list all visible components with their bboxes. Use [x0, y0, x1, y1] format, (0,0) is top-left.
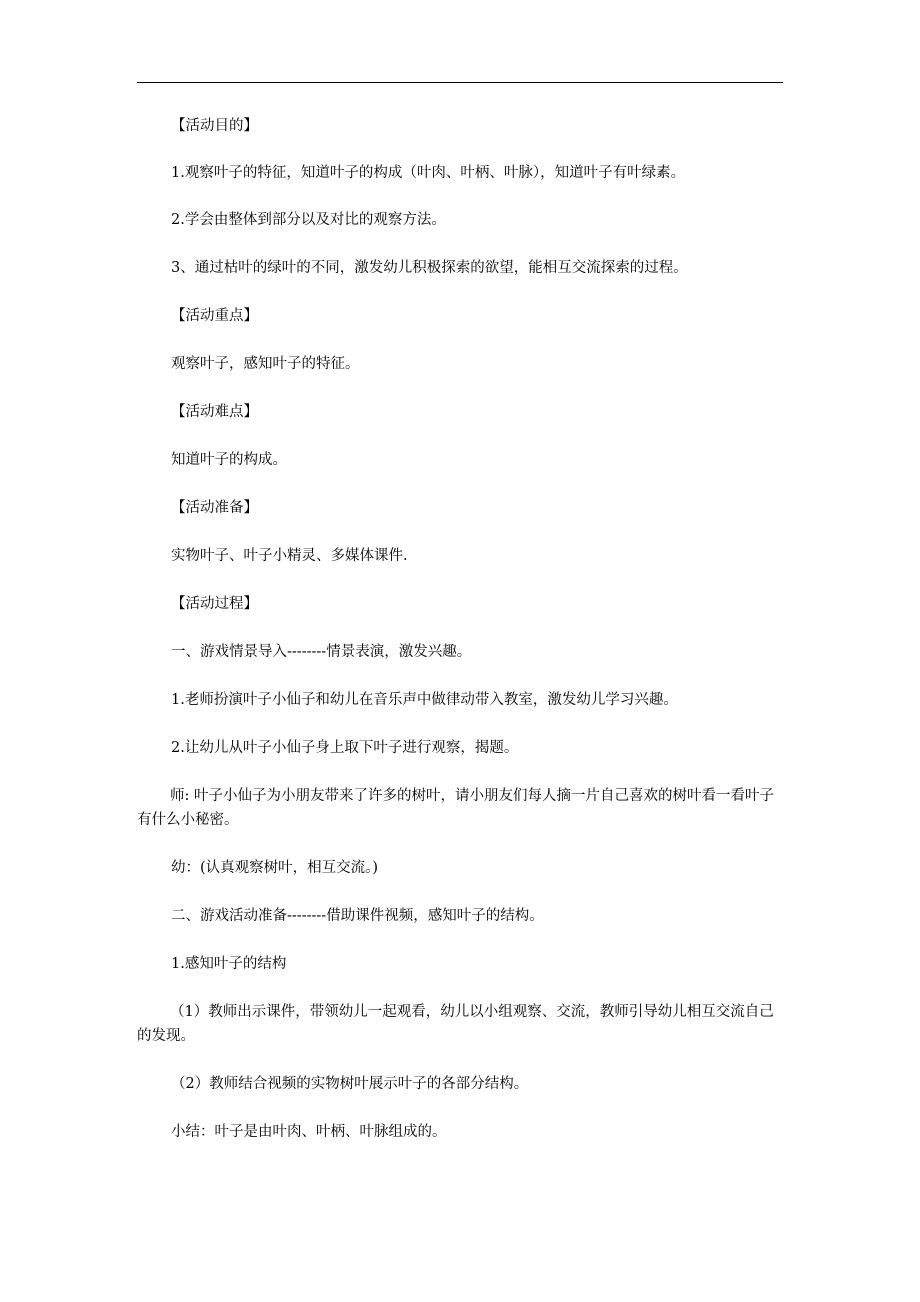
goal-item-2: 2.学会由整体到部分以及对比的观察方法。	[171, 212, 446, 228]
preparation-text: 实物叶子、叶子小精灵、多媒体课件.	[171, 548, 408, 564]
difficulty-text: 知道叶子的构成。	[171, 452, 287, 468]
process-step-2: 二、游戏活动准备--------借助课件视频，感知叶子的结构。	[171, 908, 544, 924]
heading-key-points: 【活动重点】	[171, 308, 258, 324]
process-subitem-1: （1）教师出示课件，带领幼儿一起观看，幼儿以小组观察、交流，教师引导幼儿相互交流自己的发现。	[137, 1004, 774, 1044]
heading-process: 【活动过程】	[171, 596, 258, 612]
teacher-dialogue: 师: 叶子小仙子为小朋友带来了许多的树叶，请小朋友们每人摘一片自己喜欢的树叶看一看叶子有什么小秘密。	[137, 788, 774, 828]
process-item-2-1: 1.感知叶子的结构	[171, 956, 287, 972]
goal-item-3: 3、通过枯叶的绿叶的不同，激发幼儿积极探索的欲望，能相互交流探索的过程。	[171, 260, 688, 276]
goal-item-1: 1.观察叶子的特征，知道叶子的构成（叶肉、叶柄、叶脉），知道叶子有叶绿素。	[171, 165, 686, 181]
process-subitem-2: （2）教师结合视频的实物树叶展示叶子的各部分结构。	[171, 1076, 529, 1092]
header-rule	[137, 82, 783, 83]
heading-difficulties: 【活动难点】	[171, 404, 258, 420]
heading-activity-goals: 【活动目的】	[171, 118, 258, 134]
heading-preparation: 【活动准备】	[171, 500, 258, 516]
child-response: 幼：(认真观察树叶，相互交流。)	[171, 860, 379, 876]
summary-text: 小结：叶子是由叶肉、叶柄、叶脉组成的。	[171, 1124, 447, 1140]
process-item-1-1: 1.老师扮演叶子小仙子和幼儿在音乐声中做律动带入教室，激发幼儿学习兴趣。	[171, 692, 678, 708]
process-item-1-2: 2.让幼儿从叶子小仙子身上取下叶子进行观察，揭题。	[171, 740, 519, 756]
key-point-text: 观察叶子，感知叶子的特征。	[171, 356, 360, 372]
process-step-1: 一、游戏情景导入--------情景表演，激发兴趣。	[171, 644, 472, 660]
